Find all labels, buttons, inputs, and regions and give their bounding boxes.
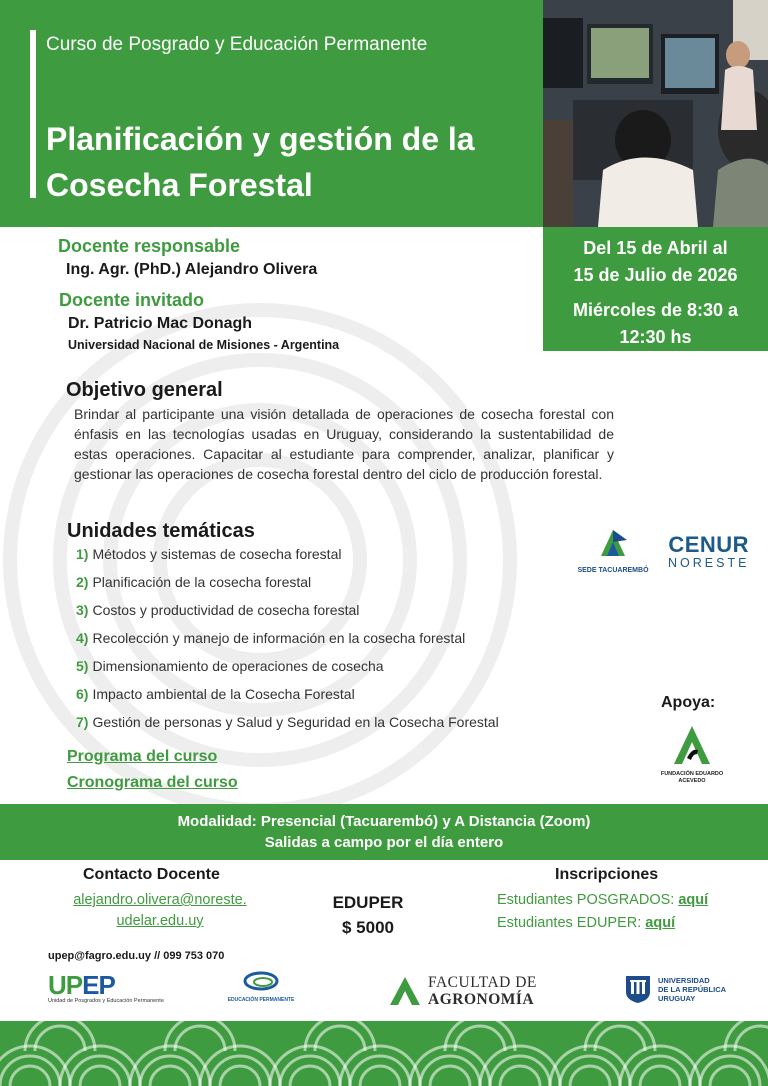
udelar-logo: [624, 974, 726, 1004]
objective-text: Brindar al participante una visión detallada de operaciones de cosecha forestal con énfasis en las tecnologías usadas en Uruguay, considerando la sustentabilidad de estas operaciones. Capacitar al estudiante para comprender, analizar, planificar y gestionar las operaciones de cosecha forestal dentro del ciclo de producción forestal.: [74, 406, 614, 482]
educacion-permanente-logo: [226, 970, 296, 1003]
objective-heading: Objetivo general: [66, 379, 223, 401]
units-heading: Unidades temáticas: [67, 520, 255, 542]
unit-text: Costos y productividad de cosecha forestal: [92, 602, 360, 618]
time-line-1: Miércoles de 8:30 a: [572, 300, 739, 320]
udelar-line-1: UNIVERSIDAD: [658, 975, 710, 985]
udelar-logo-text: [658, 976, 726, 1003]
price-block: [318, 890, 418, 940]
price-amount: $ 5000: [342, 918, 394, 937]
photo-illustration: [543, 0, 768, 227]
unit-number: 7): [76, 714, 89, 730]
udelar-shield-icon: [624, 974, 652, 1004]
units-list: [76, 546, 499, 742]
guest-teacher-heading: Docente invitado: [59, 290, 205, 310]
unit-text: Métodos y sistemas de cosecha forestal: [92, 546, 342, 562]
sede-logo-icon: [597, 528, 629, 558]
sede-tacuarembo-logo: [570, 528, 656, 578]
fundacion-bird-icon: [670, 724, 714, 766]
cenur-logo-word: CENUR: [668, 532, 750, 557]
ep-swirl-icon: [241, 970, 281, 992]
unit-number: 1): [76, 546, 89, 562]
fagro-triangle-icon: [388, 975, 422, 1007]
cenur-logo-sub: NORESTE: [668, 556, 750, 570]
footer-pattern: [0, 1021, 768, 1086]
list-item: [76, 714, 499, 742]
facultad-agronomia-logo: [388, 974, 537, 1008]
fagro-logo-line-1: FACULTAD DE: [428, 974, 537, 991]
dates-line-1: Del 15 de Abril al: [583, 238, 728, 258]
responsible-teacher-heading: Docente responsable: [58, 236, 241, 256]
registration-eduper: [497, 915, 675, 931]
unit-text: Dimensionamiento de operaciones de cosecha: [92, 658, 384, 674]
modality-banner: [0, 804, 768, 860]
simulator-photo: [543, 0, 768, 227]
list-item: [76, 546, 499, 574]
support-label: Apoya:: [661, 694, 716, 711]
schedule-link[interactable]: Cronograma del curso: [67, 774, 238, 791]
upep-logo-sub: Unidad de Posgrados y Educación Permanente: [48, 998, 164, 1004]
modality-line-2: Salidas a campo por el día entero: [264, 834, 504, 851]
contact-email[interactable]: [60, 890, 260, 932]
ep-logo-label: EDUCACIÓN PERMANENTE: [227, 997, 295, 1003]
upep-logo-word: UPEP: [48, 970, 115, 1000]
course-type: Curso de Posgrado y Educación Permanente: [46, 34, 428, 55]
unit-text: Recolección y manejo de información en la cosecha forestal: [92, 630, 466, 646]
unit-number: 4): [76, 630, 89, 646]
upep-contact: upep@fagro.edu.uy // 099 753 070: [48, 950, 225, 962]
unit-number: 3): [76, 602, 89, 618]
registration-eduper-label: Estudiantes EDUPER:: [497, 915, 642, 931]
registration-eduper-link[interactable]: aquí: [645, 915, 676, 931]
time-line-2: 12:30 hs: [619, 327, 692, 347]
contact-email-line-1[interactable]: alejandro.olivera@noreste.: [73, 892, 247, 908]
unit-number: 5): [76, 658, 89, 674]
modality-line-1: Modalidad: Presencial (Tacuarembó) y A Distancia (Zoom): [177, 813, 591, 830]
footer-arc-pattern: [0, 1021, 768, 1086]
list-item: [76, 658, 499, 686]
guest-teacher-affiliation: Universidad Nacional de Misiones - Argentina: [68, 338, 340, 352]
list-item: [76, 686, 499, 714]
unit-text: Gestión de personas y Salud y Seguridad en la Cosecha Forestal: [92, 714, 499, 730]
list-item: [76, 630, 499, 658]
program-link[interactable]: Programa del curso: [67, 748, 218, 765]
unit-text: Impacto ambiental de la Cosecha Forestal: [92, 686, 355, 702]
schedule-box: [543, 227, 768, 351]
list-item: [76, 602, 499, 630]
unit-number: 6): [76, 686, 89, 702]
upep-logo: [48, 972, 164, 1004]
header-accent-bar: [30, 30, 36, 198]
fagro-logo-line-2: AGRONOMÍA: [428, 991, 535, 1008]
dates-line-2: 15 de Julio de 2026: [573, 265, 738, 285]
udelar-line-3: URUGUAY: [658, 993, 696, 1003]
responsible-teacher-name: Ing. Agr. (PhD.) Alejandro Olivera: [66, 261, 318, 278]
registration-posgrado-link[interactable]: aquí: [678, 892, 709, 908]
list-item: [76, 574, 499, 602]
price-label: EDUPER: [332, 893, 404, 912]
time: [543, 297, 768, 351]
fundacion-label: FUNDACIÓN EDUARDO ACEVEDO: [660, 771, 724, 784]
fundacion-logo: [660, 724, 724, 785]
registration-posgrado: [497, 892, 708, 908]
contact-email-line-2[interactable]: udelar.edu.uy: [116, 913, 204, 929]
guest-teacher-name: Dr. Patricio Mac Donagh: [68, 315, 253, 332]
cenur-logo: [668, 534, 749, 570]
dates: [543, 235, 768, 289]
contact-heading: Contacto Docente: [83, 866, 220, 883]
registration-heading: Inscripciones: [555, 866, 659, 883]
sede-logo-label: SEDE TACUAREMBÓ: [577, 567, 649, 574]
unit-number: 2): [76, 574, 89, 590]
course-title: Planificación y gestión de la Cosecha Forestal: [46, 121, 475, 203]
unit-text: Planificación de la cosecha forestal: [92, 574, 312, 590]
fagro-logo-text: [428, 974, 537, 1008]
registration-posgrado-label: Estudiantes POSGRADOS:: [497, 892, 675, 908]
header-banner: [0, 0, 543, 227]
udelar-line-2: DE LA REPÚBLICA: [658, 984, 727, 994]
